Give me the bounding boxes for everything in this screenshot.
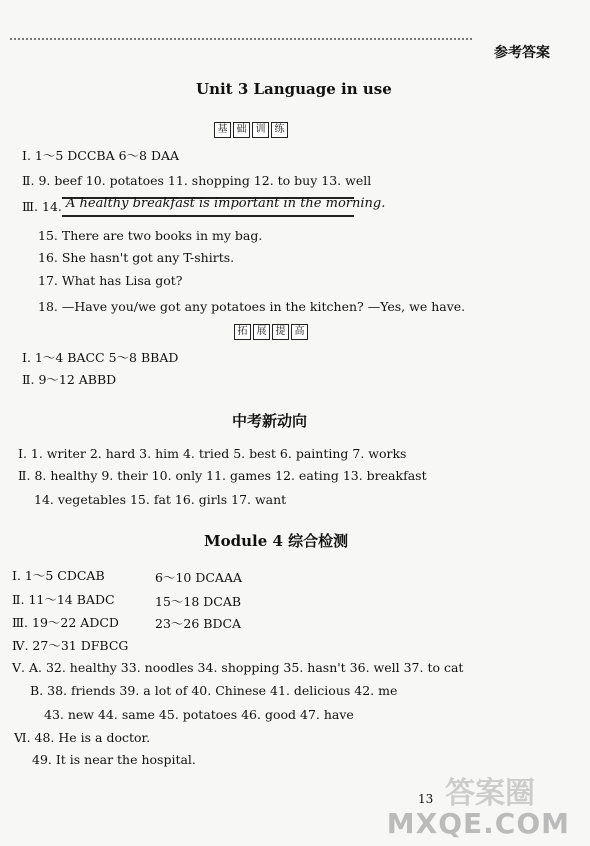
badge-extension bbox=[234, 324, 308, 340]
badge-basic-training bbox=[214, 122, 288, 138]
header-rule bbox=[10, 38, 472, 40]
answer-line: Ⅴ. A. 32. healthy 33. noodles 34. shopping 35. hasn't 36. well 37. to cat bbox=[12, 660, 464, 675]
answer-line: 23～26 BDCA bbox=[155, 616, 242, 631]
answer-line: 49. It is near the hospital. bbox=[32, 752, 196, 767]
answer-line: Ⅰ. 1～5 CDCAB bbox=[12, 568, 105, 583]
section-title-zhongkao: 中考新动向 bbox=[232, 412, 308, 430]
answer-line: Ⅲ. 19～22 ADCD bbox=[12, 615, 119, 630]
page-number: 13 bbox=[418, 792, 434, 806]
writing-line-bottom bbox=[62, 215, 354, 217]
badge-char: 拓 bbox=[234, 324, 251, 340]
badge-char: 提 bbox=[272, 324, 289, 340]
answer-line: Ⅳ. 27～31 DFBCG bbox=[12, 638, 129, 653]
answer-line: 18. —Have you/we got any potatoes in the kitchen? —Yes, we have. bbox=[38, 299, 466, 314]
badge-char: 础 bbox=[233, 122, 250, 138]
answer-line: Ⅰ. 1. writer 2. hard 3. him 4. tried 5. best 6. painting 7. works bbox=[18, 446, 407, 461]
answer-line: 15. There are two books in my bag. bbox=[38, 228, 263, 243]
watermark: MXQE.COM bbox=[386, 807, 570, 840]
answer-line: Ⅱ. 9. beef 10. potatoes 11. shopping 12. to buy 13. well bbox=[22, 173, 372, 188]
badge-char: 练 bbox=[271, 122, 288, 138]
answer-line: Ⅰ. 1～5 DCCBA 6～8 DAA bbox=[22, 148, 180, 163]
unit-title: Unit 3 Language in use bbox=[196, 80, 392, 98]
answer-line: 16. She hasn't got any T-shirts. bbox=[38, 250, 235, 265]
answer-line: Ⅵ. 48. He is a doctor. bbox=[14, 730, 151, 745]
answer-line: Ⅱ. 8. healthy 9. their 10. only 11. games 12. eating 13. breakfast bbox=[18, 468, 427, 483]
badge-char: 基 bbox=[214, 122, 231, 138]
answer-line: Ⅱ. 9～12 ABBD bbox=[22, 372, 117, 387]
module-title: Module 4 综合检测 bbox=[204, 532, 349, 550]
badge-char: 高 bbox=[291, 324, 308, 340]
answer-line: 14. vegetables 15. fat 16. girls 17. want bbox=[34, 492, 287, 507]
badge-char: 训 bbox=[252, 122, 269, 138]
answer-line: 6～10 DCAAA bbox=[155, 570, 242, 585]
watermark-cn: 答案圈 bbox=[445, 776, 535, 811]
handwritten-answer: A healthy breakfast is important in the morning. bbox=[66, 196, 386, 211]
header-label: 参考答案 bbox=[494, 45, 550, 61]
answer-line: 43. new 44. same 45. potatoes 46. good 47. have bbox=[44, 707, 354, 722]
answer-line: 17. What has Lisa got? bbox=[38, 273, 183, 288]
answer-line: 15～18 DCAB bbox=[155, 594, 242, 609]
badge-char: 展 bbox=[253, 324, 270, 340]
answer-line: B. 38. friends 39. a lot of 40. Chinese 41. delicious 42. me bbox=[30, 683, 398, 698]
answer-line: Ⅰ. 1～4 BACC 5～8 BBAD bbox=[22, 350, 179, 365]
answer-line: Ⅱ. 11～14 BADC bbox=[12, 592, 115, 607]
answer-line: Ⅲ. 14. bbox=[22, 199, 62, 214]
